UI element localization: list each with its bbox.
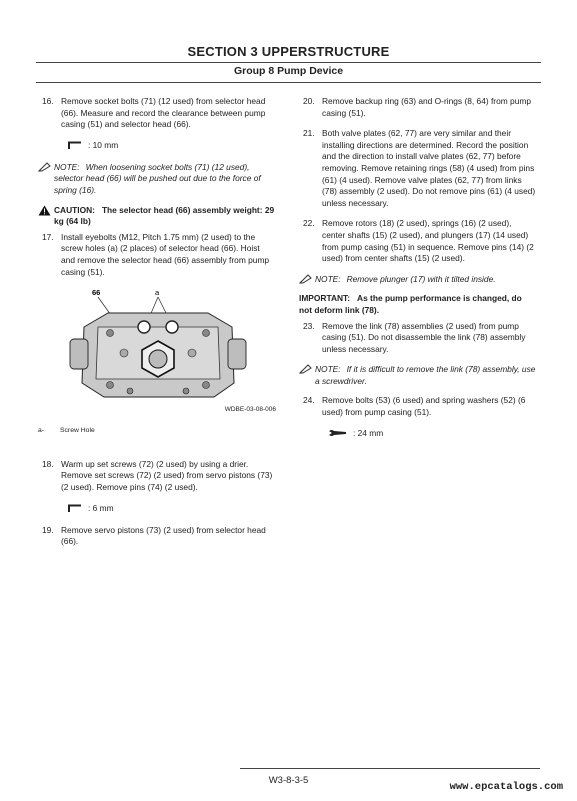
step-21 — [299, 128, 537, 209]
legend-key: a- — [38, 427, 45, 435]
note-3 — [299, 364, 537, 387]
step-number: 23. — [303, 320, 315, 331]
callout-a: a — [155, 288, 160, 298]
step-number: 24. — [303, 395, 315, 406]
step-text: Warm up set screws (72) (2 used) by using a drier. Remove set screws (72) (2 used) from servo pistons (73) (2 used). Remove pins (74) (2 used). — [61, 458, 273, 492]
step-number: 19. — [42, 524, 54, 535]
step-text: Remove socket bolts (71) (12 used) from selector head (66). Measure and record the clearance between pump casing (51) and selector head (66). — [61, 96, 266, 130]
step-text: Remove rotors (18) (2 used), springs (16) (2 used), center shafts (15) (2 used), and plungers (17) (14 used) from pump casing (51) in sequence. Remove pins (14) (2 used) from center shafts (15) (2 used). — [322, 218, 534, 264]
note-1 — [38, 162, 276, 197]
callout-66: 66 — [92, 288, 101, 298]
step-text: Remove servo pistons (73) (2 used) from selector head (66). — [61, 524, 266, 547]
note-text: When loosening socket bolts (71) (12 used), selector head (66) will be pushed out due to the force of spring (16). — [54, 161, 261, 195]
figure-legend — [38, 425, 276, 437]
step-22 — [299, 218, 537, 264]
step-number: 21. — [303, 128, 315, 139]
important-block — [299, 293, 537, 316]
step-16 — [38, 96, 276, 131]
selector-head-illustration — [38, 287, 276, 407]
selector-head-figure — [38, 287, 276, 415]
step-number: 22. — [303, 218, 315, 229]
note-label: NOTE: — [315, 273, 341, 284]
footer-rule — [240, 768, 540, 769]
pencil-note-icon — [299, 274, 313, 284]
step-18 — [38, 459, 276, 494]
step-23 — [299, 321, 537, 356]
wrench-icon — [329, 429, 347, 437]
tool-size: : 10 mm — [88, 139, 119, 150]
step-number: 16. — [42, 96, 54, 106]
header-rule-bottom — [36, 82, 541, 83]
caution-text: The selector head (66) assembly weight: 29 kg (64 lb) — [54, 204, 275, 227]
tool-size: : 6 mm — [88, 502, 114, 513]
step-text: Both valve plates (62, 77) are very similar and their installing directions are determined. Record the position and the direction to install valve plates (62, 77) before removing. Remove retaining rings (58) (4 used) from pins (61) (4 used). Remove valve plates (62, 77) from links (78) assembly (2 used). Do not remove pins (61) (4 used) unless necessary. — [322, 128, 536, 208]
hex-key-icon — [68, 504, 82, 513]
group-title: Group 8 Pump Device — [233, 65, 344, 77]
caution-label: CAUTION: — [54, 204, 95, 215]
step-text: Remove backup ring (63) and O-rings (8, 64) from pump casing (51). — [322, 96, 531, 118]
step-24 — [299, 395, 537, 418]
site-watermark[interactable]: www.epcatalogs.com — [449, 781, 563, 793]
tool-spec-16 — [68, 140, 276, 152]
pencil-note-icon — [38, 162, 52, 172]
pencil-note-icon — [299, 364, 313, 374]
tool-spec-24 — [329, 428, 537, 440]
step-text: Remove the link (78) assemblies (2 used) from pump casing (51). Do not disassemble the link (78) assembly unless necessary. — [322, 320, 526, 354]
left-column — [38, 96, 276, 557]
important-text: As the pump performance is changed, do not deform link (78). — [299, 293, 522, 315]
step-number: 17. — [42, 231, 54, 242]
note-label: NOTE: — [54, 161, 80, 172]
note-text: Remove plunger (17) with it tilted inside. — [346, 273, 496, 284]
tool-size: : 24 mm — [353, 427, 384, 438]
step-number: 18. — [42, 458, 54, 469]
step-text: Remove bolts (53) (6 used) and spring washers (52) (6 used) from pump casing (51). — [322, 395, 526, 418]
step-19 — [38, 525, 276, 548]
step-number: 20. — [303, 96, 315, 106]
section-title: SECTION 3 UPPERSTRUCTURE — [187, 44, 390, 59]
note-text: If it is difficult to remove the link (78) assembly, use a screwdriver. — [315, 364, 536, 386]
step-17 — [38, 232, 276, 278]
page-number: W3-8-3-5 — [268, 775, 309, 786]
note-2 — [299, 274, 537, 286]
step-20 — [299, 96, 537, 119]
hex-key-icon — [68, 141, 82, 150]
right-column — [299, 96, 537, 450]
important-label: IMPORTANT: — [299, 293, 351, 304]
note-label: NOTE: — [315, 364, 341, 375]
header-rule — [36, 62, 541, 63]
caution-block — [38, 205, 276, 228]
figure-id: WDBE-03-08-006 — [224, 405, 276, 413]
legend-text: Screw Hole — [60, 427, 95, 435]
tool-spec-18 — [68, 503, 276, 515]
step-text: Install eyebolts (M12, Pitch 1.75 mm) (2 used) to the screw holes (a) (2 places) of selector head (66). Hoist and remove the selector head (66) assembly from pump casing (51). — [61, 231, 270, 277]
warning-triangle-icon — [38, 205, 51, 216]
